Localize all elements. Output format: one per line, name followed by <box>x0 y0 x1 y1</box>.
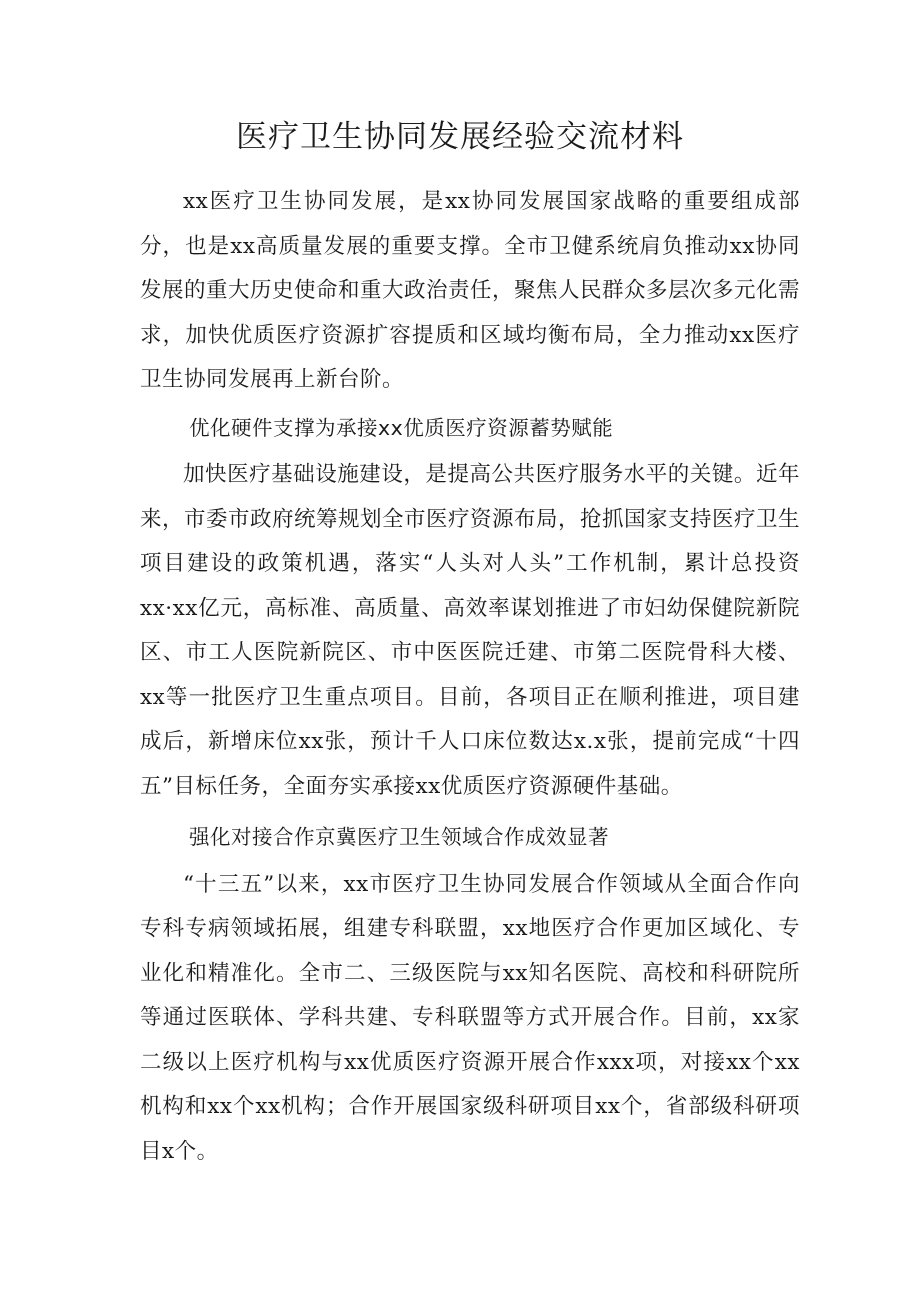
section-paragraph-cooperation: “十三五”以来，xx市医疗卫生协同发展合作领域从全面合作向专科专病领域拓展，组建专科联盟，xx地医疗合作更加区域化、专业化和精准化。全市二、三级医院与xx知名医院、高校和科研院所等通过医联体、学科共建、专科联盟等方式开展合作。目前，xx家二级以上医疗机构与xx优质医疗资源开展合作xxx项，对接xx个xx机构和xx个xx机构；合作开展国家级科研项目xx个，省部级科研项目x个。 <box>140 871 800 1164</box>
section-paragraph-hardware: 加快医疗基础设施建设，是提高公共医疗服务水平的关键。近年来，市委市政府统筹规划全市医疗资源布局，抢抓国家支持医疗卫生项目建设的政策机遇，落实“人头对人头”工作机制，累计总投资xx·xx亿元，高标准、高质量、高效率谋划推进了市妇幼保健院新院区、市工人医院新院区、市中医医院迁建、市第二医院骨科大楼、xx等一批医疗卫生重点项目。目前，各项目正在顺利推进，项目建成后，新增床位xx张，预计千人口床位数达x.x张，提前完成“十四五”目标任务，全面夯实承接xx优质医疗资源硬件基础。 <box>140 462 801 799</box>
document-title: 医疗卫生协同发展经验交流材料 <box>236 119 684 155</box>
section-heading-hardware: 优化硬件支撑为承接xx优质医疗资源蓄势赋能 <box>189 415 614 440</box>
section-heading-cooperation: 强化对接合作京冀医疗卫生领域合作成效显著 <box>189 825 609 849</box>
intro-paragraph: xx医疗卫生协同发展，是xx协同发展国家战略的重要组成部分，也是xx高质量发展的重要支撑。全市卫健系统肩负推动xx协同发展的重大历史使命和重大政治责任，聚焦人民群众多层次多元化需求，加快优质医疗资源扩容提质和区域均衡布局，全力推动xx医疗卫生协同发展再上新台阶。 <box>140 189 801 392</box>
document-body <box>140 180 800 1174</box>
